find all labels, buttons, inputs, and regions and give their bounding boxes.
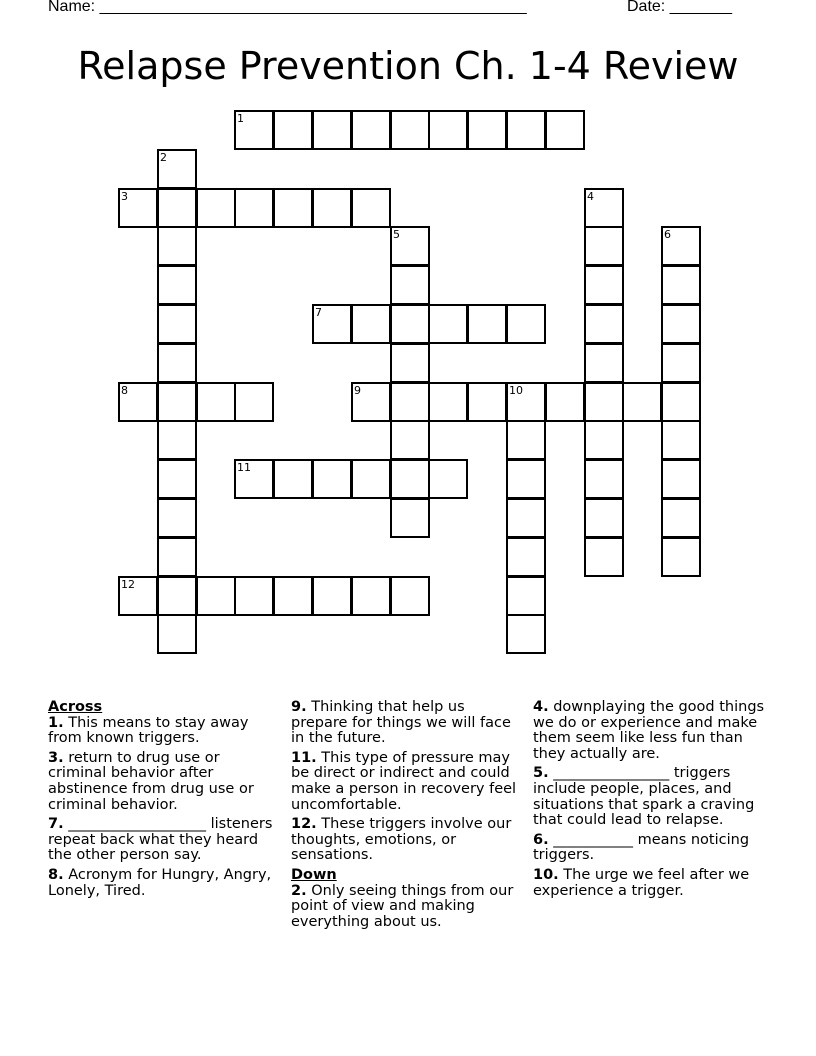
clue-across-11: 11. This type of pressure may be direct or indirect and could make a person in recovery feel uncomfortable. (291, 749, 517, 813)
crossword-cell[interactable] (390, 110, 430, 150)
crossword-cell[interactable] (584, 382, 624, 422)
crossword-cell[interactable] (234, 188, 274, 228)
clues-column-2 (291, 700, 523, 934)
crossword-cell[interactable] (584, 498, 624, 538)
crossword-cell[interactable] (428, 459, 468, 499)
clue-number-label: 2 (160, 151, 167, 164)
crossword-cell[interactable] (584, 343, 624, 383)
crossword-cell[interactable] (584, 537, 624, 577)
crossword-cell[interactable] (506, 304, 546, 344)
crossword-cell[interactable] (584, 420, 624, 460)
crossword-cell[interactable] (506, 498, 546, 538)
crossword-cell[interactable] (234, 382, 274, 422)
clue-number-label: 7 (315, 306, 322, 319)
crossword-cell[interactable] (584, 265, 624, 305)
crossword-cell[interactable] (351, 188, 391, 228)
crossword-cell[interactable] (661, 498, 701, 538)
crossword-cell[interactable] (661, 420, 701, 460)
crossword-cell[interactable] (428, 110, 468, 150)
crossword-cell[interactable] (661, 382, 701, 422)
crossword-cell[interactable] (545, 110, 585, 150)
crossword-cell[interactable] (157, 537, 197, 577)
clue-across-7: 7. ___________________ listeners repeat back what they heard the other person say. (48, 816, 273, 864)
crossword-cell[interactable] (584, 459, 624, 499)
crossword-cell[interactable] (622, 382, 662, 422)
crossword-cell[interactable] (273, 576, 313, 616)
crossword-cell[interactable] (467, 110, 507, 150)
clue-number-label: 1 (237, 112, 244, 125)
crossword-cell[interactable] (351, 304, 391, 344)
crossword-cell[interactable] (584, 304, 624, 344)
crossword-cell[interactable] (157, 343, 197, 383)
clue-number-label: 10 (509, 384, 523, 397)
crossword-cell[interactable] (506, 420, 546, 460)
crossword-cell[interactable] (351, 459, 391, 499)
crossword-cell[interactable] (157, 420, 197, 460)
clue-number-label: 8 (121, 384, 128, 397)
crossword-cell[interactable] (584, 226, 624, 266)
crossword-cell[interactable] (234, 576, 274, 616)
crossword-cell[interactable] (196, 382, 236, 422)
crossword-cell[interactable] (506, 110, 546, 150)
clue-down-10: 10. The urge we feel after we experience a trigger. (533, 866, 750, 899)
crossword-cell[interactable] (312, 110, 352, 150)
clue-number-label: 9 (354, 384, 361, 397)
clue-down-6: 6. ___________ means noticing triggers. (533, 831, 750, 864)
clue-down-5: 5. ________________ triggers include people, places, and situations that spark a craving that could lead to relapse. (533, 765, 755, 829)
crossword-cell[interactable] (390, 459, 430, 499)
crossword-cell[interactable] (506, 614, 546, 654)
crossword-cell[interactable] (390, 304, 430, 344)
crossword-cell[interactable] (157, 382, 197, 422)
clues-column-1 (48, 700, 280, 903)
crossword-cell[interactable] (467, 304, 507, 344)
crossword-cell[interactable] (312, 188, 352, 228)
crossword-cell[interactable] (467, 382, 507, 422)
clue-number-label: 12 (121, 578, 135, 591)
crossword-cell[interactable] (196, 188, 236, 228)
crossword-cell[interactable] (273, 110, 313, 150)
crossword-cell[interactable] (506, 537, 546, 577)
crossword-cell[interactable] (428, 382, 468, 422)
crossword-cell[interactable] (312, 459, 352, 499)
clue-across-9: 9. Thinking that help us prepare for things we will face in the future. (291, 699, 511, 747)
clue-down-2: 2. Only seeing things from our point of view and making everything about us. (291, 882, 514, 930)
crossword-cell[interactable] (506, 459, 546, 499)
crossword-cell[interactable] (157, 459, 197, 499)
crossword-cell[interactable] (661, 265, 701, 305)
crossword-cell[interactable] (157, 226, 197, 266)
crossword-cell[interactable] (390, 382, 430, 422)
crossword-cell[interactable] (661, 459, 701, 499)
crossword-cell[interactable] (661, 304, 701, 344)
crossword-cell[interactable] (390, 343, 430, 383)
crossword-cell[interactable] (157, 498, 197, 538)
name-field[interactable]: Name: ________________________________________________ (48, 0, 527, 15)
crossword-cell[interactable] (157, 576, 197, 616)
clue-across-1: 1. This means to stay away from known triggers. (48, 714, 249, 747)
crossword-cell[interactable] (312, 576, 352, 616)
date-field[interactable]: Date: _______ (627, 0, 732, 15)
clue-across-3: 3. return to drug use or criminal behavior after abstinence from drug use or criminal behavior. (48, 749, 254, 813)
crossword-cell[interactable] (506, 576, 546, 616)
clue-down-4: 4. downplaying the good things we do or experience and make them seem like less fun than they actually are. (533, 699, 765, 762)
clue-across-8: 8. Acronym for Hungry, Angry, Lonely, Tired. (48, 866, 272, 899)
clue-number-label: 5 (393, 228, 400, 241)
page-title: Relapse Prevention Ch. 1-4 Review (77, 44, 739, 88)
crossword-cell[interactable] (351, 110, 391, 150)
crossword-cell[interactable] (273, 459, 313, 499)
crossword-cell[interactable] (351, 576, 391, 616)
crossword-cell[interactable] (390, 576, 430, 616)
clue-across-12: 12. These triggers involve our thoughts, emotions, or sensations. (291, 816, 512, 864)
clues-column-3 (533, 700, 765, 903)
clue-number-label: 3 (121, 190, 128, 203)
crossword-cell[interactable] (661, 343, 701, 383)
crossword-cell[interactable] (390, 420, 430, 460)
crossword-cell[interactable] (196, 576, 236, 616)
clue-number-label: 6 (664, 228, 671, 241)
crossword-cell[interactable] (157, 614, 197, 654)
across-heading: Across (48, 699, 103, 715)
crossword-cell[interactable] (157, 304, 197, 344)
crossword-cell[interactable] (390, 265, 430, 305)
crossword-cell[interactable] (428, 304, 468, 344)
crossword-cell[interactable] (661, 537, 701, 577)
crossword-cell[interactable] (390, 498, 430, 538)
clue-number-label: 11 (237, 461, 251, 474)
crossword-cell[interactable] (545, 382, 585, 422)
crossword-cell[interactable] (157, 265, 197, 305)
clue-number-label: 4 (587, 190, 594, 203)
crossword-cell[interactable] (157, 188, 197, 228)
crossword-cell[interactable] (273, 188, 313, 228)
down-heading: Down (291, 866, 337, 883)
